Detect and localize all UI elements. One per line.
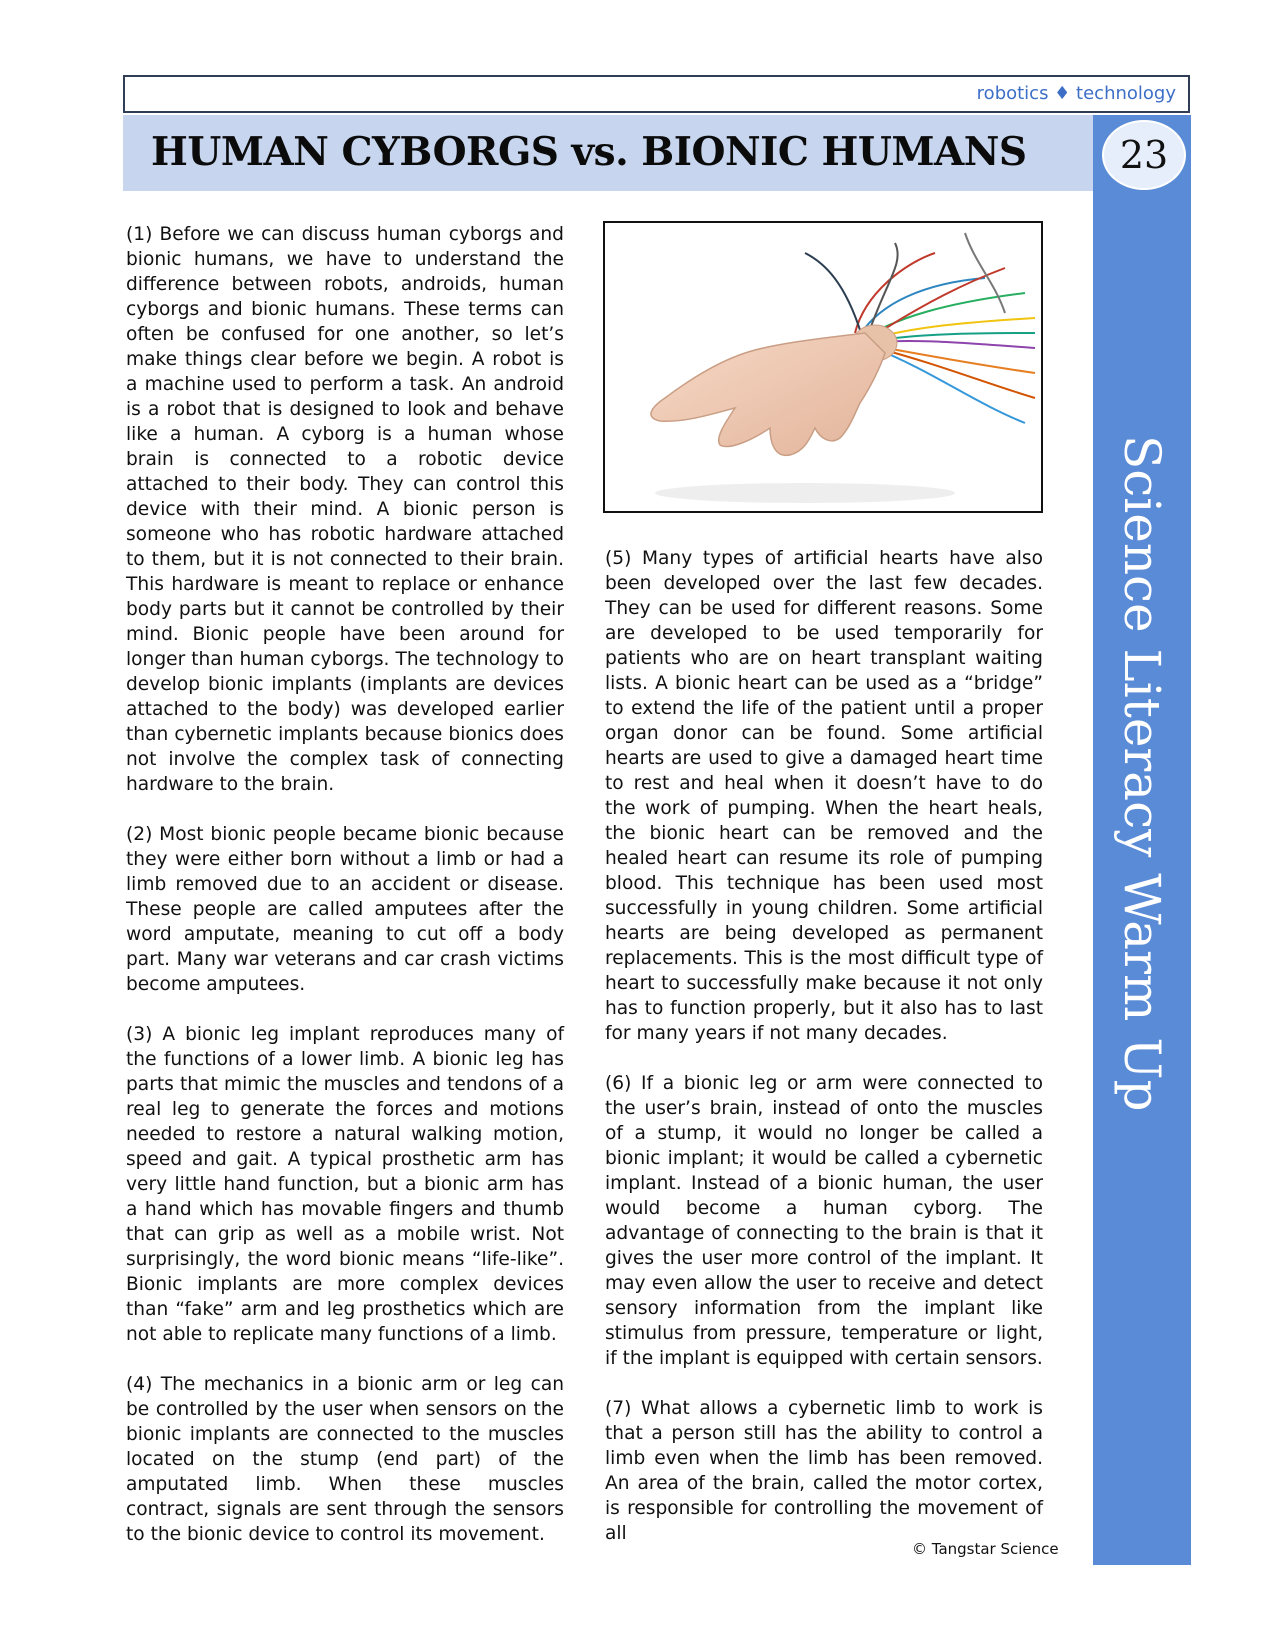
paragraph-3: (3) A bionic leg implant reproduces many of the functions of a lower limb. A bionic leg has parts that mimic the muscles and tendons of a real leg to generate the forces and motions needed to restore a natural walking motion, speed and gait. A typical prosthetic arm has very little hand function, but a bionic arm has a hand which has movable fingers and thumb that can grip as well as a mobile wrist. Not surprisingly, the word bionic means “life-like”. Bionic implants are more complex devices than “fake” arm and leg prosthetics which are not able to replicate many functions of a limb. <box>126 1024 564 1345</box>
bionic-hand-illustration <box>605 223 1041 511</box>
copyright: © Tangstar Science <box>912 1540 1059 1558</box>
paragraph-4: (4) The mechanics in a bionic arm or leg can be controlled by the user when sensors on the bionic implants are connected to the muscles located on the stump (end part) of the amputated limb. When these muscles contract, signals are sent through the sensors to the bionic device to control its movement. <box>126 1374 564 1545</box>
shadow <box>655 483 955 503</box>
sidebar <box>1093 115 1191 1565</box>
page-title: HUMAN CYBORGS vs. BIONIC HUMANS <box>151 129 1027 175</box>
bionic-hand-photo <box>603 221 1043 513</box>
page-number-badge: 23 <box>1102 120 1186 190</box>
paragraph-1: (1) Before we can discuss human cyborgs and bionic humans, we have to understand the difference between robots, androids, human cyborgs and bionic humans. These terms can often be confused for one another, so let’s make things clear before we begin. A robot is a machine used to perform a task. An android is a robot that is designed to look and behave like a human. A cyborg is a human whose brain is connected to a robotic device attached to their body. They can control this device with their mind. A bionic person is someone who has robotic hardware attached to them, but it is not connected to their brain. This hardware is meant to replace or enhance body parts but it cannot be controlled by their mind. Bionic people have been around for longer than human cyborgs. The technology to develop bionic implants (implants are devices attached to the body) was developed earlier than cybernetic implants because bionics does not involve the complex task of connecting hardware to the brain. <box>126 224 564 795</box>
topic-tags: robotics ♦ technology <box>976 83 1176 104</box>
header-box <box>123 75 1190 113</box>
paragraph-7: (7) What allows a cybernetic limb to work is that a person still has the ability to control a limb even when the limb has been removed. An area of the brain, called the motor cortex, is responsible for controlling the movement of all <box>605 1398 1043 1544</box>
title-band <box>123 115 1093 191</box>
paragraph-5: (5) Many types of artificial hearts have also been developed over the last few decades. They can be used for different reasons. Some are developed to be used temporarily for patients who are on heart transplant waiting lists. A bionic heart can be used as a “bridge” to extend the life of the patient until a proper organ donor can be found. Some artificial hearts are used to give a damaged heart time to rest and heal when it doesn’t have to do the work of pumping. When the heart heals, the bionic heart can be removed and the healed heart can resume its role of pumping blood. This technique has been used most successfully in young children. Some artificial hearts are being developed as permanent replacements. This is the most difficult type of heart to successfully make because it not only has to function properly, but it also has to last for many years if not many decades. <box>605 548 1043 1044</box>
sidebar-label: Science Literacy Warm Up <box>1113 435 1171 1112</box>
left-column <box>126 222 564 1572</box>
right-column <box>605 546 1043 1571</box>
hand <box>651 333 885 455</box>
paragraph-6: (6) If a bionic leg or arm were connected to the user’s brain, instead of onto the muscles of a stump, it would no longer be called a bionic implant; it would be called a cybernetic implant. Instead of a bionic human, the user would become a human cyborg. The advantage of connecting to the brain is that it gives the user more control of the implant. It may even allow the user to receive and detect sensory information from the implant like stimulus from pressure, temperature or light, if the implant is equipped with certain sensors. <box>605 1073 1043 1369</box>
paragraph-2: (2) Most bionic people became bionic because they were either born without a limb or had a limb removed due to an accident or disease. These people are called amputees after the word amputate, meaning to cut off a body part. Many war veterans and car crash victims become amputees. <box>126 824 564 995</box>
